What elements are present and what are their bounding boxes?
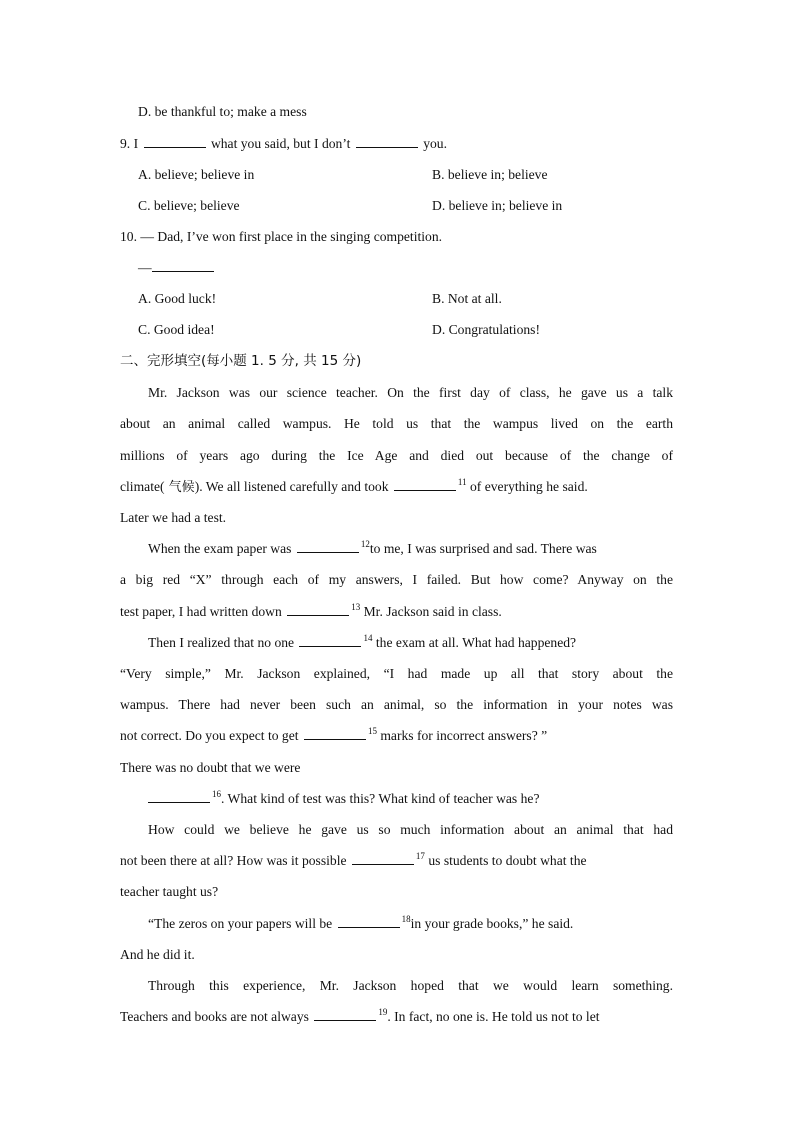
q10-option-b[interactable]: B. Not at all.	[432, 291, 502, 306]
blank-number: 18	[401, 914, 411, 924]
q9-option-a[interactable]: A. believe; believe in	[138, 167, 255, 182]
passage-line: not been there at all? How was it possible $^{17}$ us students to doubt what the	[120, 851, 587, 868]
passage-line: How could we believe he gave us so much information about an animal that had	[148, 822, 673, 837]
blank-14[interactable]	[299, 634, 361, 647]
passage-line: climate( 气候). We all listened carefully and took $^{11}$ of everything he said.	[120, 477, 588, 495]
q10-option-a[interactable]: A. Good luck!	[138, 291, 217, 306]
passage-line: Mr. Jackson was our science teacher. On the first day of class, he gave us a talk	[148, 385, 673, 400]
passage-line: test paper, I had written down $^{13}$ Mr. Jackson said in class.	[120, 602, 502, 619]
q9-option-c[interactable]: C. believe; believe	[138, 198, 240, 213]
blank-number: 11	[457, 477, 467, 487]
blank-13[interactable]	[287, 603, 349, 616]
blank-17[interactable]	[352, 852, 414, 865]
q9-option-b[interactable]: B. believe in; believe	[432, 167, 548, 182]
passage-line: $^{16}$. What kind of test was this? What kind of teacher was he?	[148, 790, 673, 808]
q10-option-d[interactable]: D. Congratulations!	[432, 322, 540, 337]
blank-number: 16	[212, 789, 221, 799]
blank-11[interactable]	[394, 478, 456, 491]
q10-stem: 10. — Dad, I’ve won first place in the singing competition.	[120, 229, 443, 244]
q10-response: —	[138, 259, 691, 277]
passage-line: millions of years ago during the Ice Age and died out because of the change of	[120, 448, 673, 463]
q9-option-d[interactable]: D. believe in; believe in	[432, 198, 563, 213]
blank-12[interactable]	[297, 540, 359, 553]
passage-line: about an animal called wampus. He told us that the wampus lived on the earth	[120, 416, 673, 431]
passage-line: There was no doubt that we were	[120, 760, 301, 775]
passage-line: teacher taught us?	[120, 884, 219, 899]
passage-line: wampus. There had never been such an animal, so the information in your notes was	[120, 697, 673, 712]
blank-number: 13	[351, 602, 361, 612]
blank-18[interactable]	[338, 915, 400, 928]
passage-line: And he did it.	[120, 947, 195, 962]
q10-option-c[interactable]: C. Good idea!	[138, 322, 215, 337]
passage-line: “The zeros on your papers will be $^{18}$in your grade books,” he said.	[148, 914, 574, 931]
q9-blank-2[interactable]	[356, 135, 418, 148]
blank-16[interactable]	[148, 790, 210, 803]
section-heading: 二、完形填空(每小题 1. 5 分, 共 15 分)	[120, 353, 362, 369]
passage-line: not correct. Do you expect to get $^{15}$ marks for incorrect answers? ”	[120, 726, 548, 743]
blank-number: 15	[367, 726, 377, 736]
passage-line: When the exam paper was $^{12}$to me, I was surprised and sad. There was	[148, 539, 597, 556]
q10-blank[interactable]	[152, 259, 214, 272]
passage-line: Through this experience, Mr. Jackson hoped that we would learn something.	[148, 978, 673, 993]
passage-line: Later we had a test.	[120, 510, 227, 525]
blank-15[interactable]	[304, 727, 366, 740]
passage-line: “Very simple,” Mr. Jackson explained, “I had made up all that story about the	[120, 666, 673, 681]
q9-stem: 9. I what you said, but I don’t you.	[120, 136, 447, 151]
blank-number: 17	[415, 851, 425, 861]
blank-number: 19	[378, 1007, 388, 1017]
passage-line: Then I realized that no one $^{14}$ the exam at all. What had happened?	[148, 633, 577, 650]
blank-number: 12	[360, 539, 370, 549]
q8-option-d: D. be thankful to; make a mess	[138, 104, 307, 119]
passage-line: a big red “X” through each of my answers, I failed. But how come? Anyway on the	[120, 572, 673, 587]
blank-19[interactable]	[314, 1008, 376, 1021]
passage-line: Teachers and books are not always $^{19}$. In fact, no one is. He told us not to let	[120, 1007, 600, 1024]
blank-number: 14	[363, 633, 373, 643]
q9-blank-1[interactable]	[144, 135, 206, 148]
